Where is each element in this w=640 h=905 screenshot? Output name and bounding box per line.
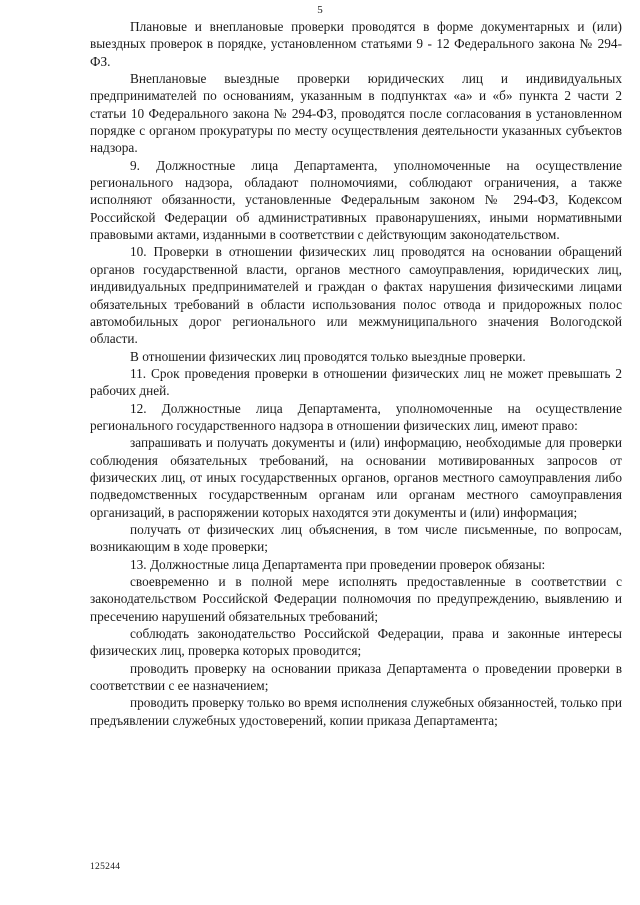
paragraph: получать от физических лиц объяснения, в том числе письменные, по вопросам, возникающим в ходе проверки; bbox=[90, 521, 622, 555]
paragraph: Внеплановые выездные проверки юридических лиц и индивидуальных предпринимателей по основаниям, указанным в подпунктах «а» и «б» пункта 2 части 2 статьи 10 Федерального закона № 294-ФЗ, проводятся после согласования в установленном порядке с органом прокуратуры по месту осуществления деятельности указанных субъектов надзора. bbox=[90, 71, 622, 156]
paragraph: запрашивать и получать документы и (или) информацию, необходимые для проверки соблюдения обязательных требований, на основании мотивированных запросов от физических лиц, от иных государственных органов, органов местного самоуправления либо подведомственных государственным органам или органам местного самоуправления организаций, в распоряжении которых находятся эти документы и (или) информация; bbox=[90, 435, 622, 520]
paragraph: своевременно и в полной мере исполнять предоставленные в соответствии с законодательством Российской Федерации полномочия по предупреждению, выявлению и пресечению нарушений обязательных требований; bbox=[90, 574, 622, 624]
paragraph: В отношении физических лиц проводятся только выездные проверки. bbox=[130, 348, 526, 364]
paragraph: 13. Должностные лица Департамента при проведении проверок обязаны: bbox=[130, 556, 546, 572]
paragraph: 10. Проверки в отношении физических лиц проводятся на основании обращений органов государственной власти, органов местного самоуправления, юридических лиц, индивидуальных предпринимателей и граждан о фактах нарушения физическими лицами обязательных требований в области использования полос отвода и придорожных полос автомобильных дорог регионального или межмуниципального значения Вологодской области. bbox=[90, 244, 622, 347]
page-number: 5 bbox=[317, 4, 323, 16]
paragraph: соблюдать законодательство Российской Федерации, права и законные интересы физических лиц, проверка которых проводится; bbox=[90, 626, 622, 659]
document-body bbox=[90, 18, 622, 729]
paragraph: 12. Должностные лица Департамента, уполномоченные на осуществление регионального государственного надзора в отношении физических лиц, имеют право: bbox=[90, 400, 622, 433]
paragraph: проводить проверку только во время исполнения служебных обязанностей, только при предъявлении служебных удостоверений, копии приказа Департамента; bbox=[90, 695, 622, 728]
paragraph: проводить проверку на основании приказа Департамента о проведении проверки в соответствии с ее назначением; bbox=[90, 660, 622, 694]
paragraph: 11. Срок проведения проверки в отношении физических лиц не может превышать 2 рабочих дней. bbox=[90, 365, 622, 399]
paragraph: Плановые и внеплановые проверки проводятся в форме документарных и (или) выездных проверок в порядке, установленном статьями 9 - 12 Федерального закона № 294-ФЗ. bbox=[90, 19, 622, 69]
paragraph: 9. Должностные лица Департамента, уполномоченные на осуществление регионального надзора, обладают полномочиями, соблюдают ограничения, а также исполняют обязанности, установленные Федеральным законом № 294-ФЗ, Кодексом Российской Федерации об административных правонарушениях, иными нормативными правовыми актами, изданными в соответствии с действующим законодательством. bbox=[90, 157, 622, 243]
footer-document-code: 125244 bbox=[90, 862, 121, 872]
